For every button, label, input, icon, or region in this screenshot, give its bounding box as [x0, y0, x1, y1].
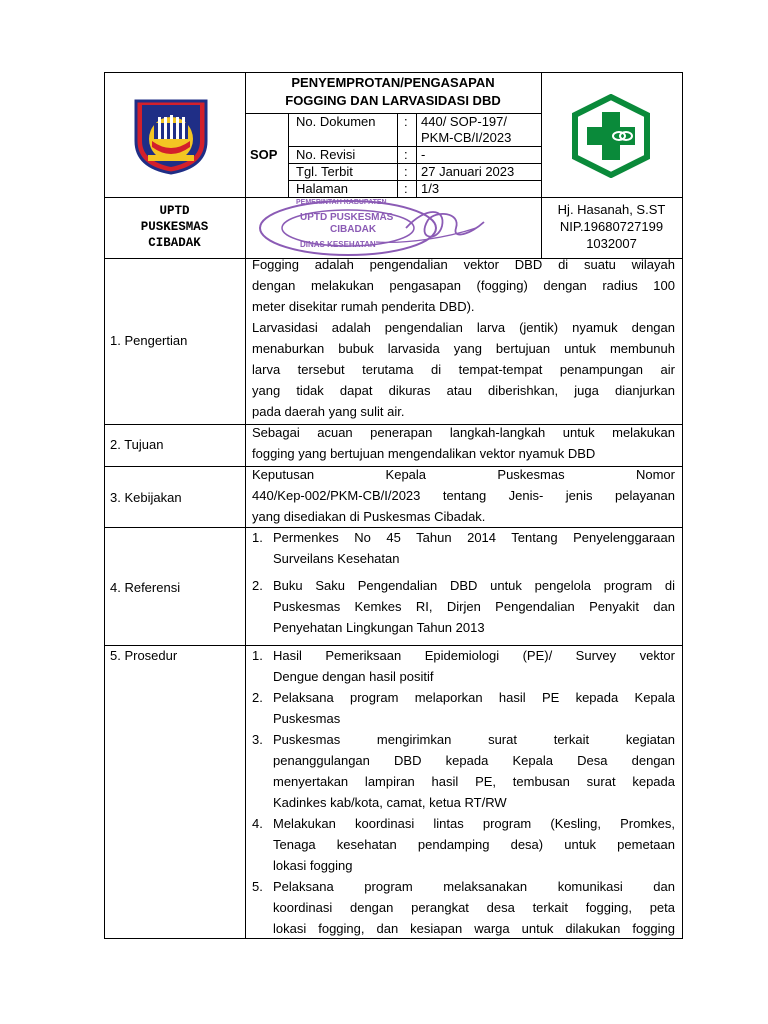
no-revisi-value: -	[421, 147, 426, 162]
no-dokumen-label: No. Dokumen	[296, 114, 376, 129]
signer-name: Hj. Hasanah, S.ST	[557, 202, 666, 217]
no-dokumen-value: 440/ SOP-197/	[421, 114, 507, 129]
prosedur-item-line: menyertakan lampiran hasil PE, tembusan surat kepada	[273, 774, 675, 789]
signer-nip-continued: 1032007	[586, 236, 637, 251]
org-name-line3: CIBADAK	[148, 236, 201, 250]
signer-nip: NIP.19680727199	[559, 219, 664, 234]
prosedur-item-number: 3.	[252, 732, 263, 747]
section-label-pengertian: 1. Pengertian	[110, 333, 188, 348]
pengertian-line: yang tidak dapat dikuras atau diberishkan, juga dianjurkan	[252, 383, 675, 398]
pengertian-line: larva tersebut terutama di tempat-tempat penampungan air	[252, 362, 675, 377]
section-label-referensi: 4. Referensi	[110, 580, 181, 595]
no-dokumen-value-2: PKM-CB/I/2023	[421, 130, 512, 145]
referensi-item-number: 1.	[252, 530, 263, 545]
tgl-terbit-label: Tgl. Terbit	[296, 164, 353, 179]
prosedur-item-line: Puskesmas	[273, 711, 341, 726]
tujuan-line: fogging yang bertujuan mengendalikan vektor nyamuk DBD	[252, 446, 596, 461]
prosedur-item-line: Pelaksana program melaporkan hasil PE kepada Kepala	[273, 690, 675, 705]
tgl-terbit-value: 27 Januari 2023	[421, 164, 515, 179]
prosedur-item-line: koordinasi dengan perangkat desa terkait fogging, peta	[273, 900, 675, 915]
prosedur-item-number: 2.	[252, 690, 263, 705]
kebijakan-line: yang disediakan di Puskesmas Cibadak.	[252, 509, 486, 524]
pengertian-line: menaburkan bubuk larvasida yang bertujuan untuk membunuh	[252, 341, 675, 356]
referensi-item-line: Permenkes No 45 Tahun 2014 Tentang Penyelenggaraan	[273, 530, 675, 545]
document-title-line2: FOGGING DAN LARVASIDASI DBD	[285, 93, 501, 108]
prosedur-item-line: Kadinkes kab/kota, camat, ketua RT/RW	[273, 795, 507, 810]
prosedur-item-line: Melakukan koordinasi lintas program (Kesling, Promkes,	[273, 816, 675, 831]
halaman-label: Halaman	[296, 181, 349, 196]
section-label-kebijakan: 3. Kebijakan	[110, 490, 182, 505]
stamp-line2: CIBADAK	[330, 224, 377, 235]
referensi-item-line: Puskesmas Kemkes RI, Dirjen Pengendalian Penyakit dan	[273, 599, 675, 614]
prosedur-item-line: penanggulangan DBD kepada Kepala Desa dengan	[273, 753, 675, 768]
prosedur-item-line: lokasi fogging, dan kesiapan warga untuk dilakukan fogging	[273, 921, 675, 936]
referensi-item-line: Penyehatan Lingkungan Tahun 2013	[273, 620, 485, 635]
kebijakan-line: Keputusan Kepala Puskesmas Nomor	[252, 467, 675, 482]
kebijakan-line: 440/Kep-002/PKM-CB/I/2023 tentang Jenis- jenis pelayanan	[252, 488, 675, 503]
pengertian-line: pada daerah yang sulit air.	[252, 404, 405, 419]
pengertian-line: dengan melakukan pengasapan (fogging) dengan radius 100	[252, 278, 675, 293]
stamp-bottom-text: DINAS KESEHATAN	[300, 240, 376, 249]
pengertian-line: meter disekitar rumah penderita DBD).	[252, 299, 475, 314]
halaman-value: 1/3	[421, 181, 440, 196]
pengertian-line: Fogging adalah pengendalian vektor DBD di suatu wilayah	[252, 257, 675, 272]
kabupaten-logo	[130, 95, 212, 177]
stamp-top-text: PEMERINTAH KABUPATEN	[296, 199, 387, 206]
section-label-prosedur: 5. Prosedur	[110, 648, 178, 663]
prosedur-item-number: 4.	[252, 816, 263, 831]
stamp-line1: UPTD PUSKESMAS	[300, 212, 394, 223]
prosedur-item-number: 1.	[252, 648, 263, 663]
section-label-tujuan: 2. Tujuan	[110, 437, 164, 452]
prosedur-item-line: Puskesmas mengirimkan surat terkait kegiatan	[273, 732, 675, 747]
no-revisi-sep: :	[404, 147, 408, 162]
tgl-terbit-sep: :	[404, 164, 408, 179]
prosedur-item-line: Dengue dengan hasil positif	[273, 669, 434, 684]
referensi-item-line: Surveilans Kesehatan	[273, 551, 400, 566]
halaman-sep: :	[404, 181, 408, 196]
referensi-item-number: 2.	[252, 578, 263, 593]
prosedur-item-line: Pelaksana program melaksanakan komunikasi dan	[273, 879, 675, 894]
prosedur-item-line: Tenaga kesehatan pendamping desa) untuk pemetaan	[273, 837, 675, 852]
no-revisi-label: No. Revisi	[296, 147, 356, 162]
prosedur-item-line: Hasil Pemeriksaan Epidemiologi (PE)/ Survey vektor	[273, 648, 675, 663]
sop-label: SOP	[250, 147, 278, 162]
org-name-line2: PUSKESMAS	[140, 220, 209, 234]
prosedur-item-line: lokasi fogging	[273, 858, 353, 873]
prosedur-item-number: 5.	[252, 879, 263, 894]
no-dokumen-sep: :	[404, 114, 408, 129]
pengertian-line: Larvasidasi adalah pengendalian larva (jentik) nyamuk dengan	[252, 320, 675, 335]
puskesmas-logo	[567, 94, 655, 178]
tujuan-line: Sebagai acuan penerapan langkah-langkah untuk melakukan	[252, 425, 675, 440]
document-title-line1: PENYEMPROTAN/PENGASAPAN	[291, 75, 495, 90]
referensi-item-line: Buku Saku Pengendalian DBD untuk pengelola program di	[273, 578, 675, 593]
org-name-line1: UPTD	[159, 204, 190, 218]
